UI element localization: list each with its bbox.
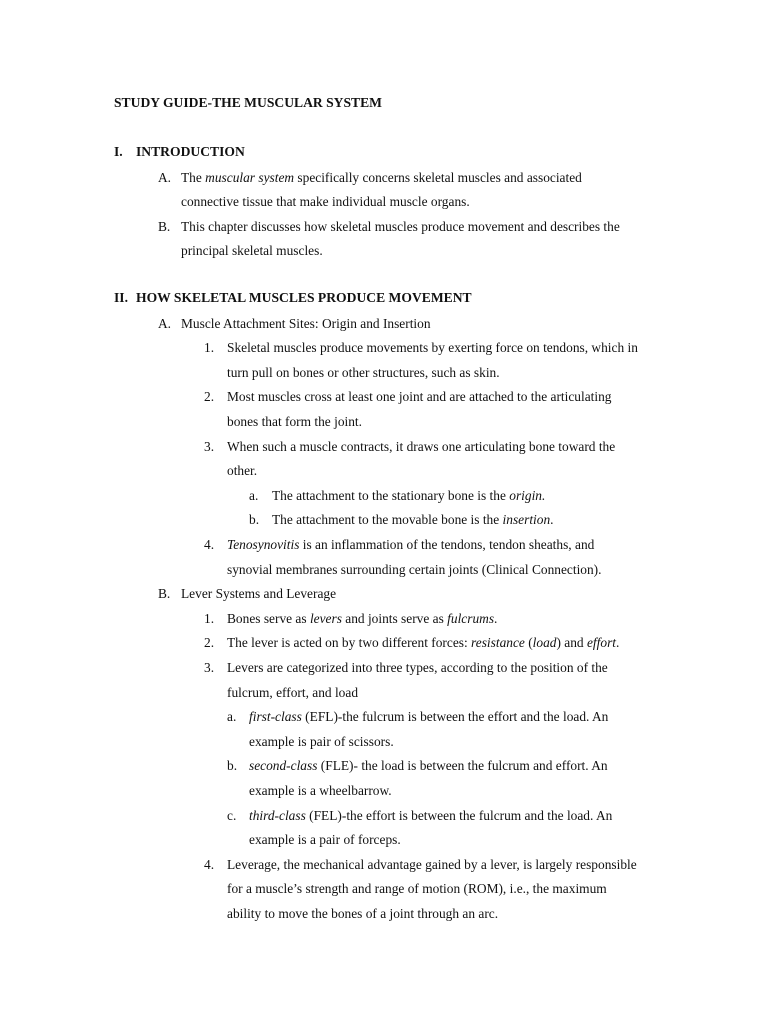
text-run: turn pull on bones or other structures, such as skin. — [227, 364, 500, 380]
text-run: first-class — [249, 709, 302, 725]
item-text-line — [181, 243, 323, 259]
text-run: muscular system — [205, 169, 295, 185]
section-number: I. — [114, 144, 123, 159]
text-run: Skeletal muscles produce movements by exerting force on tendons, which in — [227, 340, 638, 356]
text-run: second-class — [249, 758, 318, 774]
item-text-line — [249, 832, 401, 848]
item-text-line — [181, 219, 620, 235]
item-text-line — [249, 808, 612, 824]
item-marker: a. — [249, 487, 259, 503]
text-run: fulcrums — [447, 610, 495, 626]
item-marker: b. — [249, 512, 260, 528]
item-marker: B. — [158, 586, 171, 602]
item-marker: a. — [227, 709, 237, 725]
text-run: and joints serve as — [341, 610, 448, 626]
text-run: . — [494, 610, 498, 626]
section-heading: INTRODUCTION — [136, 144, 245, 159]
item-marker: 4. — [204, 537, 215, 552]
text-run: . — [616, 635, 620, 651]
text-run: levers — [309, 610, 342, 626]
text-run: resistance — [471, 635, 525, 651]
text-run: Levers are categorized into three types, according to the position of the — [227, 660, 608, 675]
item-text-line — [181, 170, 582, 186]
item-text-line — [227, 881, 607, 897]
text-run: Bones serve as — [227, 610, 310, 626]
text-run: . — [550, 512, 554, 528]
text-run: This chapter discusses how skeletal muscles produce movement and describes the — [181, 218, 620, 234]
text-run: ability to move the bones of a joint through an arc. — [227, 906, 499, 921]
item-text-line — [272, 488, 545, 504]
item-marker: 1. — [204, 340, 215, 356]
item-text-line — [227, 414, 362, 430]
item-marker: 3. — [204, 660, 215, 675]
item-marker: A. — [158, 169, 172, 185]
text-run: for a muscle’s strength and range of motion (ROM), i.e., the maximum — [227, 881, 607, 897]
text-run: ( — [524, 635, 533, 651]
text-run: Most muscles cross at least one joint and are attached to the articulating — [227, 389, 612, 405]
text-run: Muscle Attachment Sites: Origin and Insertion — [181, 315, 431, 331]
text-run: The — [181, 169, 206, 185]
item-text-line — [227, 463, 257, 479]
item-text-line — [227, 906, 498, 922]
text-run: Lever Systems and Leverage — [181, 586, 337, 602]
text-run: example is a pair of forceps. — [249, 832, 401, 848]
item-marker: 4. — [204, 856, 215, 872]
text-run: insertion — [502, 512, 551, 528]
document-title: STUDY GUIDE-THE MUSCULAR SYSTEM — [114, 95, 383, 110]
item-marker: A. — [158, 315, 172, 331]
text-run: (EFL)-the fulcrum is between the effort and the load. An — [301, 709, 609, 725]
item-marker: b. — [227, 758, 238, 774]
item-text-line — [227, 685, 358, 701]
text-run: The attachment to the stationary bone is the — [272, 487, 510, 503]
text-run: fulcrum, effort, and load — [227, 684, 359, 700]
text-run: third-class — [249, 807, 306, 823]
text-run: example is a wheelbarrow. — [249, 783, 392, 798]
item-marker: 3. — [204, 438, 215, 454]
item-text-line — [227, 562, 602, 578]
item-text-line — [272, 512, 554, 528]
item-marker: 2. — [204, 389, 215, 405]
text-run: The attachment to the movable bone is the — [272, 512, 503, 528]
item-marker: B. — [158, 218, 171, 234]
text-run: connective tissue that make individual muscle organs. — [181, 194, 470, 210]
section-number: II. — [114, 290, 128, 305]
item-text-line — [181, 586, 336, 602]
text-run: Tenosynovitis — [227, 537, 300, 552]
item-text-line — [227, 389, 612, 405]
item-marker: 2. — [204, 635, 215, 651]
text-run: other. — [227, 463, 258, 479]
text-run: effort — [586, 635, 616, 651]
item-marker: c. — [227, 807, 237, 823]
item-text-line — [227, 660, 608, 676]
item-text-line — [249, 709, 608, 725]
item-text-line — [227, 340, 638, 356]
item-text-line — [227, 365, 500, 381]
item-text-line — [227, 635, 619, 651]
text-run: load — [532, 635, 557, 651]
item-marker: 1. — [204, 610, 215, 626]
item-text-line — [249, 783, 392, 799]
text-run: is an inflammation of the tendons, tendon sheaths, and — [299, 537, 595, 552]
text-run: (FEL)-the effort is between the fulcrum and the load. An — [305, 807, 613, 823]
item-text-line — [227, 439, 615, 455]
item-text-line — [181, 316, 431, 332]
item-text-line — [181, 194, 470, 210]
text-run: When such a muscle contracts, it draws one articulating bone toward the — [227, 438, 616, 454]
item-text-line — [227, 611, 497, 627]
item-text-line — [249, 758, 608, 774]
item-text-line — [249, 734, 394, 750]
section-heading: HOW SKELETAL MUSCLES PRODUCE MOVEMENT — [136, 290, 472, 305]
text-run: ) and — [556, 635, 587, 651]
text-run: synovial membranes surrounding certain joints (Clinical Connection). — [227, 561, 602, 577]
item-text-line — [227, 857, 637, 873]
text-run: principal skeletal muscles. — [181, 243, 323, 259]
text-run: origin. — [509, 487, 546, 503]
text-run: (FLE)- the load is between the fulcrum and effort. An — [317, 758, 608, 774]
text-run: Leverage, the mechanical advantage gained by a lever, is largely responsible — [227, 856, 637, 872]
text-run: The lever is acted on by two different forces: — [227, 635, 472, 651]
item-text-line — [227, 537, 594, 553]
text-run: example is pair of scissors. — [249, 733, 394, 749]
text-run: bones that form the joint. — [227, 414, 362, 429]
text-run: specifically concerns skeletal muscles and associated — [294, 169, 582, 185]
